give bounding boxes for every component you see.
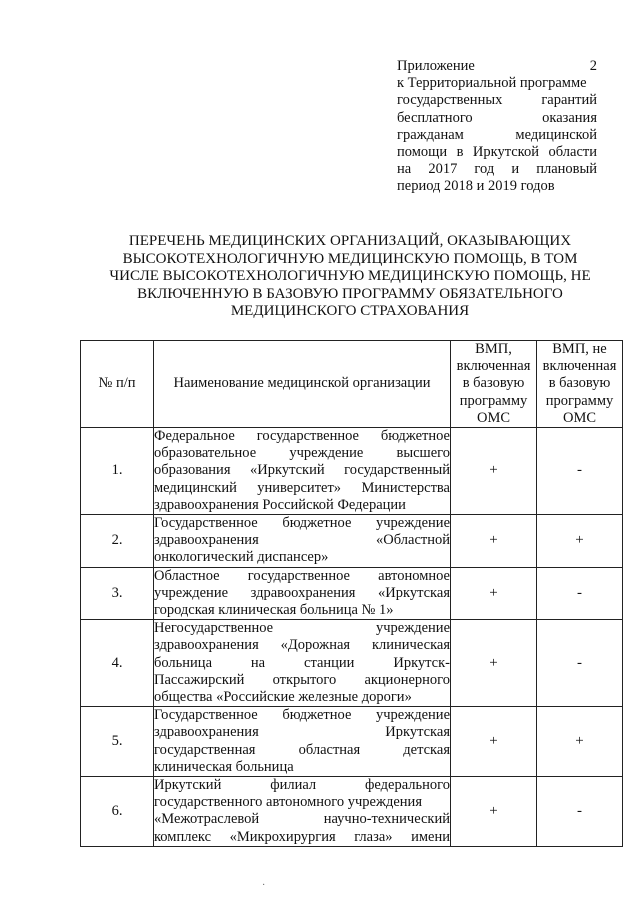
organization-name-line bbox=[154, 759, 450, 776]
word: учреждение bbox=[154, 584, 229, 601]
word: «Микрохирургия bbox=[229, 828, 336, 845]
word: научно-технический bbox=[323, 811, 450, 828]
word: Негосударственное bbox=[154, 620, 274, 637]
header-line: ВМП, bbox=[475, 341, 512, 357]
word: больница bbox=[154, 654, 212, 671]
word: государственная bbox=[154, 741, 256, 758]
appendix-line bbox=[397, 178, 597, 195]
word: клиническая bbox=[371, 637, 450, 654]
word: университет» bbox=[257, 479, 342, 496]
document-title bbox=[100, 233, 600, 321]
included-mark: + bbox=[451, 620, 537, 707]
header-line: ВМП, не bbox=[552, 341, 607, 357]
organization-name-line bbox=[154, 672, 450, 689]
appendix-word: на bbox=[397, 161, 412, 178]
organization-name-line bbox=[154, 811, 450, 828]
row-number: 5. bbox=[81, 707, 154, 777]
header-line: программу bbox=[545, 392, 614, 409]
header-line: программу bbox=[459, 392, 528, 409]
word: Государственное bbox=[154, 707, 258, 724]
organization-name-line bbox=[154, 655, 450, 672]
header-included-in-base bbox=[451, 341, 537, 428]
word: учреждение bbox=[375, 707, 450, 724]
organization-name-line bbox=[154, 480, 450, 497]
appendix-word: к Территориальной программе bbox=[397, 75, 587, 92]
header-line: включенная bbox=[456, 358, 531, 375]
word: государственное bbox=[247, 567, 350, 584]
organization-name-line bbox=[154, 585, 450, 602]
table-row bbox=[81, 777, 623, 847]
appendix-word: 2017 bbox=[428, 161, 458, 178]
title-line: ВЫСОКОТЕХНОЛОГИЧНУЮ МЕДИЦИНСКУЮ ПОМОЩЬ, В ТОМ bbox=[122, 250, 578, 267]
word: бюджетное bbox=[282, 515, 352, 532]
header-line: в базовую bbox=[462, 375, 525, 392]
appendix-word: период 2018 и 2019 годов bbox=[397, 178, 555, 195]
header-line: включенная bbox=[542, 358, 617, 375]
included-mark: + bbox=[451, 707, 537, 777]
word: акционерного bbox=[364, 671, 450, 688]
table-row bbox=[81, 428, 623, 515]
word: учреждение bbox=[375, 515, 450, 532]
word: «Межотраслевой bbox=[154, 811, 260, 828]
header-line: ОМС bbox=[476, 409, 511, 426]
word: детская bbox=[403, 741, 450, 758]
appendix-word: 2 bbox=[589, 58, 597, 74]
included-mark: + bbox=[451, 567, 537, 620]
table-row bbox=[81, 620, 623, 707]
appendix-line bbox=[397, 75, 597, 92]
word: онкологический диспансер» bbox=[154, 549, 329, 566]
appendix-word: плановый bbox=[536, 161, 597, 178]
not-included-mark: - bbox=[537, 777, 623, 847]
word: высшего bbox=[396, 445, 450, 462]
word: глаза» bbox=[354, 828, 393, 845]
organization-name-line bbox=[154, 794, 450, 811]
header-line: в базовую bbox=[548, 375, 611, 392]
word: здравоохранения Российской Федерации bbox=[154, 496, 406, 513]
appendix-line bbox=[397, 161, 597, 178]
row-number: 6. bbox=[81, 777, 154, 847]
organization-name-line bbox=[154, 777, 450, 794]
header-organization-name: Наименование медицинской организации bbox=[154, 341, 451, 428]
word: медицинский bbox=[154, 479, 237, 496]
appendix-line bbox=[397, 58, 597, 75]
organization-name-line bbox=[154, 742, 450, 759]
organization-name-line bbox=[154, 724, 450, 741]
page-mark: · bbox=[262, 880, 266, 891]
included-mark: + bbox=[451, 515, 537, 568]
organization-name-line bbox=[154, 620, 450, 637]
word: здравоохранения bbox=[154, 637, 259, 654]
word: клиническая больница bbox=[154, 758, 294, 775]
appendix-word: оказания bbox=[542, 109, 597, 126]
appendix-line bbox=[397, 127, 597, 144]
word: «Иркутская bbox=[378, 584, 450, 601]
appendix-word: гражданам bbox=[397, 126, 464, 143]
organization-name-line bbox=[154, 707, 450, 724]
appendix-word: Иркутской bbox=[472, 144, 540, 161]
appendix-word: и bbox=[511, 161, 520, 178]
organization-name-line bbox=[154, 568, 450, 585]
word: имени bbox=[411, 828, 450, 845]
appendix-word: помощи bbox=[397, 144, 448, 161]
header-line: ОМС bbox=[562, 409, 597, 426]
word: филиал bbox=[270, 777, 317, 794]
title-line: МЕДИЦИНСКОГО СТРАХОВАНИЯ bbox=[230, 303, 470, 319]
row-number: 3. bbox=[81, 567, 154, 620]
organization-name bbox=[154, 707, 451, 777]
organization-name bbox=[154, 777, 451, 847]
word: «Дорожная bbox=[280, 637, 351, 654]
word: областная bbox=[298, 741, 361, 758]
appendix-word: медицинской bbox=[515, 126, 597, 143]
title-line: ВКЛЮЧЕННУЮ В БАЗОВУЮ ПРОГРАММУ ОБЯЗАТЕЛЬНОГО bbox=[137, 285, 563, 302]
organization-name bbox=[154, 567, 451, 620]
organizations-table bbox=[80, 340, 623, 847]
word: здравоохранения bbox=[250, 584, 356, 601]
appendix-line bbox=[397, 110, 597, 127]
not-included-mark: + bbox=[537, 707, 623, 777]
word: государственного автономного учреждения bbox=[154, 794, 422, 811]
organization-name-line bbox=[154, 462, 450, 479]
word: образования bbox=[154, 462, 231, 479]
organization-name bbox=[154, 428, 451, 515]
word: государственный bbox=[344, 462, 450, 479]
word: Министерства bbox=[361, 479, 450, 496]
appendix-word: в bbox=[456, 144, 464, 161]
word: федерального bbox=[365, 777, 450, 794]
included-mark: + bbox=[451, 777, 537, 847]
word: здравоохранения bbox=[154, 724, 259, 741]
row-number: 1. bbox=[81, 428, 154, 515]
appendix-word: государственных bbox=[397, 92, 503, 109]
organization-name-line bbox=[154, 637, 450, 654]
word: здравоохранения bbox=[154, 532, 259, 549]
organization-name-line bbox=[154, 549, 450, 566]
appendix-word: Приложение bbox=[397, 58, 475, 74]
word: Иркутск- bbox=[393, 654, 450, 671]
word: «Иркутский bbox=[250, 462, 325, 479]
not-included-mark: - bbox=[537, 620, 623, 707]
word: образовательное bbox=[154, 445, 257, 462]
not-included-mark: + bbox=[537, 515, 623, 568]
word: бюджетное bbox=[380, 428, 450, 445]
row-number: 4. bbox=[81, 620, 154, 707]
organization-name-line bbox=[154, 497, 450, 514]
organization-name bbox=[154, 620, 451, 707]
row-number: 2. bbox=[81, 515, 154, 568]
appendix-word: гарантий bbox=[541, 92, 597, 109]
word: «Областной bbox=[376, 532, 450, 549]
organization-name-line bbox=[154, 428, 450, 445]
included-mark: + bbox=[451, 428, 537, 515]
word: комплекс bbox=[154, 828, 212, 845]
appendix-line bbox=[397, 144, 597, 161]
word: автономное bbox=[378, 567, 450, 584]
word: учреждение bbox=[375, 620, 450, 637]
word: городская клиническая больница № 1» bbox=[154, 602, 394, 619]
title-line: ЧИСЛЕ ВЫСОКОТЕХНОЛОГИЧНУЮ МЕДИЦИНСКУЮ ПОМОЩЬ, НЕ bbox=[109, 268, 591, 284]
header-not-included-in-base bbox=[537, 341, 623, 428]
word: станции bbox=[304, 654, 355, 671]
appendix-header bbox=[397, 58, 597, 196]
word: бюджетное bbox=[282, 707, 352, 724]
word: на bbox=[250, 654, 266, 671]
word: Государственное bbox=[154, 515, 258, 532]
appendix-line bbox=[397, 92, 597, 109]
word: общества «Российские железные дороги» bbox=[154, 689, 412, 706]
not-included-mark: - bbox=[537, 428, 623, 515]
word: Иркутский bbox=[154, 777, 222, 794]
not-included-mark: - bbox=[537, 567, 623, 620]
table-header-row bbox=[81, 341, 623, 428]
word: учреждение bbox=[289, 445, 364, 462]
organization-name-line bbox=[154, 602, 450, 619]
organization-name-line bbox=[154, 445, 450, 462]
organization-name-line bbox=[154, 689, 450, 706]
organization-name bbox=[154, 515, 451, 568]
word: Пассажирский bbox=[154, 671, 245, 688]
word: Иркутская bbox=[385, 724, 450, 741]
word: Федеральное bbox=[154, 428, 235, 445]
word: открытого bbox=[272, 671, 337, 688]
organization-name-line bbox=[154, 515, 450, 532]
appendix-word: области bbox=[548, 144, 597, 161]
table-row bbox=[81, 567, 623, 620]
organization-name-line bbox=[154, 829, 450, 846]
organization-name-line bbox=[154, 532, 450, 549]
table-row bbox=[81, 707, 623, 777]
word: государственное bbox=[256, 428, 359, 445]
word: Областное bbox=[154, 567, 220, 584]
title-line: ПЕРЕЧЕНЬ МЕДИЦИНСКИХ ОРГАНИЗАЦИЙ, ОКАЗЫВАЮЩИХ bbox=[128, 233, 572, 249]
appendix-word: год bbox=[474, 161, 495, 178]
table-row bbox=[81, 515, 623, 568]
header-number: № п/п bbox=[81, 341, 154, 428]
appendix-word: бесплатного bbox=[397, 109, 473, 126]
